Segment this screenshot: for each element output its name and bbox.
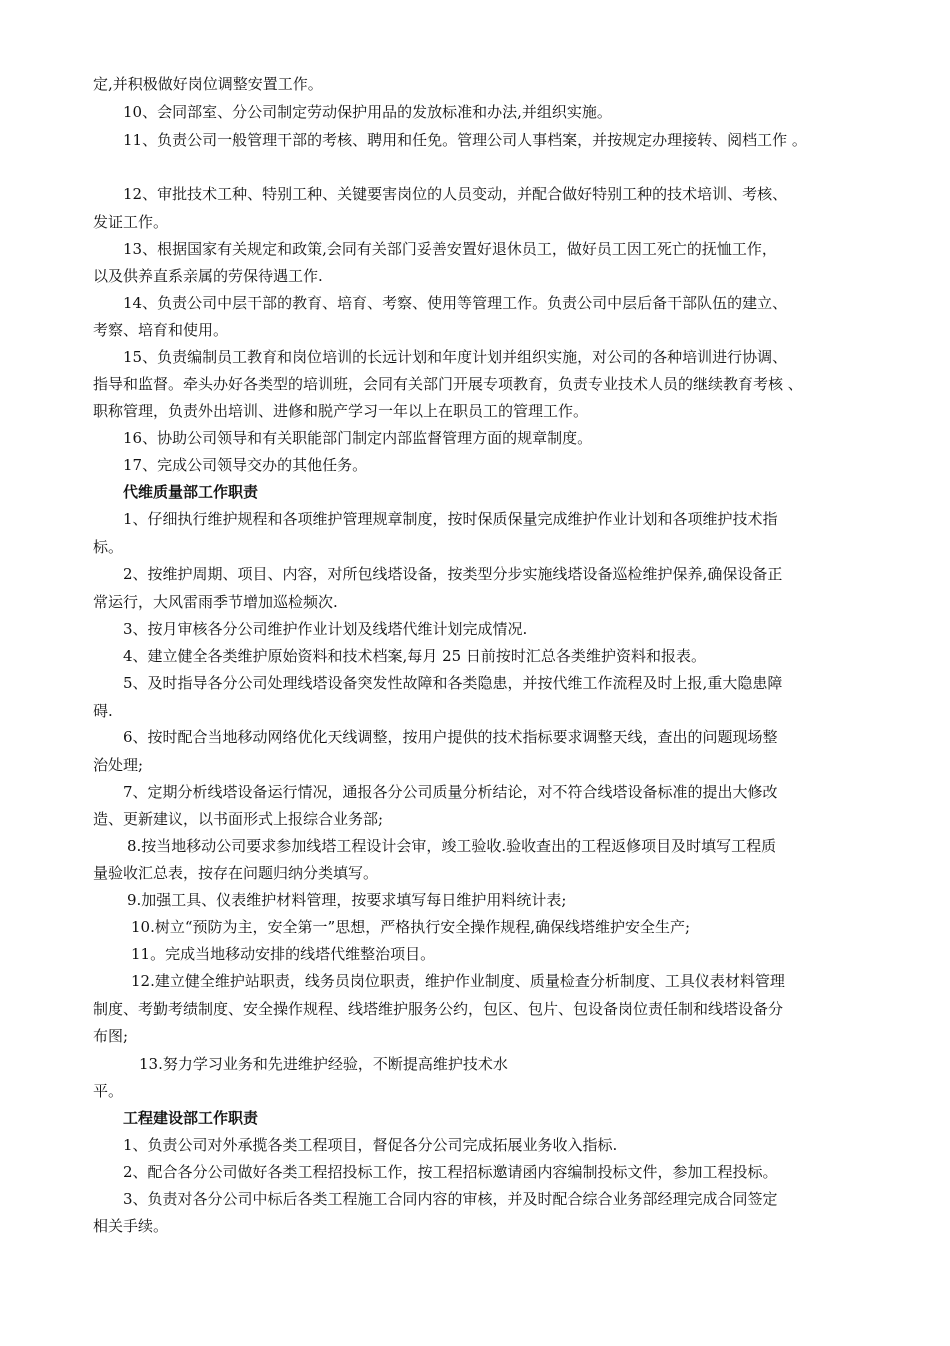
- paragraph-line: 11、负责公司一般管理干部的考核、聘用和任免。管理公司人事档案，并按规定办理接转、阅档工作 。: [123, 131, 807, 149]
- paragraph-line: 指导和监督。牵头办好各类型的培训班，会同有关部门开展专项教育，负责专业技术人员的继续教育考核 、: [93, 375, 803, 393]
- paragraph-line: 1、仔细执行维护规程和各项维护管理规章制度，按时保质保量完成维护作业计划和各项维护技术指: [123, 510, 778, 528]
- paragraph-line: 3、按月审核各分公司维护作业计划及线塔代维计划完成情况.: [123, 620, 528, 638]
- paragraph-line: 9.加强工具、仪表维护材料管理，按要求填写每日维护用料统计表;: [127, 891, 567, 909]
- paragraph-line: 5、及时指导各分公司处理线塔设备突发性故障和各类隐患，并按代维工作流程及时上报,重大隐患障: [123, 674, 783, 692]
- paragraph-line: 12、审批技术工种、特别工种、关键要害岗位的人员变动，并配合做好特别工种的技术培训、考核、: [123, 185, 788, 203]
- paragraph-line: 碍.: [93, 702, 113, 720]
- paragraph-line: 标。: [93, 538, 124, 556]
- paragraph-line: 3、负责对各分公司中标后各类工程施工合同内容的审核，并及时配合综合业务部经理完成合同签定: [123, 1190, 778, 1208]
- paragraph-line: 2、配合各分公司做好各类工程招投标工作，按工程招标邀请函内容编制投标文件，参加工程投标。: [123, 1163, 778, 1181]
- paragraph-line: 16、协助公司领导和有关职能部门制定内部监督管理方面的规章制度。: [123, 429, 593, 447]
- paragraph-line: 制度、考勤考绩制度、安全操作规程、线塔维护服务公约，包区、包片、包设备岗位责任制和线塔设备分: [93, 1000, 784, 1018]
- paragraph-line: 布图;: [93, 1027, 129, 1045]
- paragraph-line: 1、负责公司对外承揽各类工程项目，督促各分公司完成拓展业务收入指标.: [123, 1136, 618, 1154]
- paragraph-line: 17、完成公司领导交办的其他任务。: [123, 456, 368, 474]
- paragraph-line: 常运行，大风雷雨季节增加巡检频次.: [93, 593, 338, 611]
- paragraph-line: 6、按时配合当地移动网络优化天线调整，按用户提供的技术指标要求调整天线，查出的问题现场整: [123, 728, 778, 746]
- paragraph-line: 考察、培育和使用。: [93, 321, 229, 339]
- paragraph-line: 以及供养直系亲属的劳保待遇工作.: [93, 267, 323, 285]
- paragraph-line: 7、定期分析线塔设备运行情况，通报各分公司质量分析结论，对不符合线塔设备标准的提出大修改: [123, 783, 778, 801]
- paragraph-line: 11。完成当地移动安排的线塔代维整治项目。: [131, 945, 436, 963]
- paragraph-line: 定,并积极做好岗位调整安置工作。: [93, 75, 323, 93]
- paragraph-line: 13.努力学习业务和先进维护经验，不断提高维护技术水: [139, 1055, 508, 1073]
- paragraph-line: 职称管理，负责外出培训、进修和脱产学习一年以上在职员工的管理工作。: [93, 402, 589, 420]
- paragraph-line: 造、更新建议，以书面形式上报综合业务部;: [93, 810, 384, 828]
- paragraph-line: 4、建立健全各类维护原始资料和技术档案,每月 25 日前按时汇总各类维护资料和报表。: [123, 647, 706, 665]
- paragraph-line: 15、负责编制员工教育和岗位培训的长远计划和年度计划并组织实施，对公司的各种培训进行协调、: [123, 348, 788, 366]
- paragraph-line: 治处理;: [93, 756, 144, 774]
- section-heading: 代维质量部工作职责: [123, 483, 259, 501]
- paragraph-line: 相关手续。: [93, 1217, 169, 1235]
- paragraph-line: 14、负责公司中层干部的教育、培育、考察、使用等管理工作。负责公司中层后备干部队伍的建立、: [123, 294, 788, 312]
- paragraph-line: 2、按维护周期、项目、内容，对所包线塔设备，按类型分步实施线塔设备巡检维护保养,确保设备正: [123, 565, 783, 583]
- paragraph-line: 10.树立“预防为主，安全第一”思想，严格执行安全操作规程,确保线塔维护安全生产;: [131, 918, 691, 936]
- section-heading: 工程建设部工作职责: [123, 1109, 259, 1127]
- paragraph-line: 平。: [93, 1082, 124, 1100]
- paragraph-line: 量验收汇总表，按存在问题归纳分类填写。: [93, 864, 379, 882]
- paragraph-line: 12.建立健全维护站职责，线务员岗位职责，维护作业制度、质量检查分析制度、工具仪表材料管理: [131, 972, 785, 990]
- paragraph-line: 10、会同部室、分公司制定劳动保护用品的发放标准和办法,并组织实施。: [123, 103, 612, 121]
- paragraph-line: 发证工作。: [93, 213, 169, 231]
- paragraph-line: 13、根据国家有关规定和政策,会同有关部门妥善安置好退休员工，做好员工因工死亡的抚恤工作，: [123, 240, 777, 258]
- paragraph-line: 8.按当地移动公司要求参加线塔工程设计会审，竣工验收.验收查出的工程返修项目及时填写工程质: [127, 837, 777, 855]
